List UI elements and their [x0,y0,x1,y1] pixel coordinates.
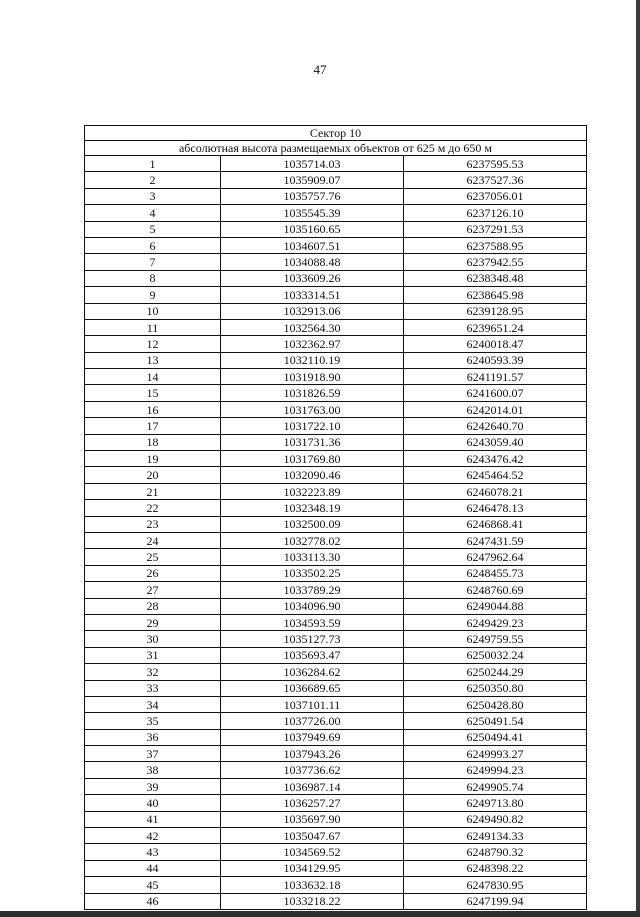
x-coordinate-cell: 1034096.90 [221,598,404,614]
x-coordinate-cell: 1036987.14 [221,778,404,794]
point-number-cell: 32 [85,664,221,680]
point-number-cell: 43 [85,844,221,860]
x-coordinate-cell: 1036257.27 [221,795,404,811]
y-coordinate-cell: 6241191.57 [404,369,587,385]
y-coordinate-cell: 6239651.24 [404,319,587,335]
x-coordinate-cell: 1037943.26 [221,746,404,762]
x-coordinate-cell: 1035127.73 [221,631,404,647]
table-row [85,205,587,221]
table-row [85,369,587,385]
point-number-cell: 8 [85,270,221,286]
y-coordinate-cell: 6238348.48 [404,270,587,286]
point-number-cell: 9 [85,287,221,303]
x-coordinate-cell: 1036689.65 [221,680,404,696]
point-number-cell: 3 [85,188,221,204]
y-coordinate-cell: 6247431.59 [404,532,587,548]
y-coordinate-cell: 6239128.95 [404,303,587,319]
y-coordinate-cell: 6247962.64 [404,549,587,565]
y-coordinate-cell: 6249713.80 [404,795,587,811]
x-coordinate-cell: 1032500.09 [221,516,404,532]
sector-title: Сектор 10 [85,126,587,141]
y-coordinate-cell: 6249044.88 [404,598,587,614]
table-row [85,614,587,630]
point-number-cell: 46 [85,893,221,909]
table-row [85,287,587,303]
point-number-cell: 1 [85,156,221,172]
y-coordinate-cell: 6240593.39 [404,352,587,368]
y-coordinate-cell: 6243059.40 [404,434,587,450]
y-coordinate-cell: 6250428.80 [404,696,587,712]
x-coordinate-cell: 1033609.26 [221,270,404,286]
point-number-cell: 37 [85,746,221,762]
x-coordinate-cell: 1034593.59 [221,614,404,630]
point-number-cell: 34 [85,696,221,712]
y-coordinate-cell: 6249490.82 [404,811,587,827]
y-coordinate-cell: 6248760.69 [404,582,587,598]
table-row [85,237,587,253]
x-coordinate-cell: 1033113.30 [221,549,404,565]
point-number-cell: 38 [85,762,221,778]
scan-edge-bottom [0,911,640,917]
scan-edge-right [636,0,640,917]
y-coordinate-cell: 6248398.22 [404,860,587,876]
x-coordinate-cell: 1032223.89 [221,483,404,499]
table-header-subtitle [85,141,587,156]
table-row [85,549,587,565]
point-number-cell: 31 [85,647,221,663]
point-number-cell: 14 [85,369,221,385]
x-coordinate-cell: 1032090.46 [221,467,404,483]
y-coordinate-cell: 6248455.73 [404,565,587,581]
y-coordinate-cell: 6242014.01 [404,401,587,417]
point-number-cell: 13 [85,352,221,368]
y-coordinate-cell: 6237588.95 [404,237,587,253]
table-row [85,254,587,270]
table-row [85,795,587,811]
point-number-cell: 23 [85,516,221,532]
y-coordinate-cell: 6237056.01 [404,188,587,204]
table-row [85,352,587,368]
x-coordinate-cell: 1032110.19 [221,352,404,368]
x-coordinate-cell: 1035697.90 [221,811,404,827]
x-coordinate-cell: 1037949.69 [221,729,404,745]
point-number-cell: 19 [85,451,221,467]
y-coordinate-cell: 6245464.52 [404,467,587,483]
y-coordinate-cell: 6250491.54 [404,713,587,729]
table-row [85,893,587,909]
point-number-cell: 33 [85,680,221,696]
x-coordinate-cell: 1033218.22 [221,893,404,909]
point-number-cell: 42 [85,828,221,844]
table-row [85,828,587,844]
x-coordinate-cell: 1031826.59 [221,385,404,401]
y-coordinate-cell: 6242640.70 [404,418,587,434]
point-number-cell: 30 [85,631,221,647]
y-coordinate-cell: 6246478.13 [404,500,587,516]
table-row [85,172,587,188]
x-coordinate-cell: 1035714.03 [221,156,404,172]
x-coordinate-cell: 1037726.00 [221,713,404,729]
point-number-cell: 5 [85,221,221,237]
coordinates-table [84,125,587,910]
x-coordinate-cell: 1031731.36 [221,434,404,450]
x-coordinate-cell: 1032362.97 [221,336,404,352]
point-number-cell: 24 [85,532,221,548]
x-coordinate-cell: 1034607.51 [221,237,404,253]
y-coordinate-cell: 6246078.21 [404,483,587,499]
table-row [85,778,587,794]
point-number-cell: 18 [85,434,221,450]
y-coordinate-cell: 6249134.33 [404,828,587,844]
table-row [85,434,587,450]
y-coordinate-cell: 6247199.94 [404,893,587,909]
table-row [85,696,587,712]
y-coordinate-cell: 6240018.47 [404,336,587,352]
point-number-cell: 11 [85,319,221,335]
table-row [85,762,587,778]
y-coordinate-cell: 6241600.07 [404,385,587,401]
point-number-cell: 40 [85,795,221,811]
x-coordinate-cell: 1033632.18 [221,877,404,893]
x-coordinate-cell: 1035047.67 [221,828,404,844]
y-coordinate-cell: 6247830.95 [404,877,587,893]
x-coordinate-cell: 1037736.62 [221,762,404,778]
x-coordinate-cell: 1034569.52 [221,844,404,860]
point-number-cell: 22 [85,500,221,516]
table-row [85,631,587,647]
point-number-cell: 17 [85,418,221,434]
point-number-cell: 26 [85,565,221,581]
y-coordinate-cell: 6249994.23 [404,762,587,778]
y-coordinate-cell: 6237942.55 [404,254,587,270]
y-coordinate-cell: 6249993.27 [404,746,587,762]
y-coordinate-cell: 6237595.53 [404,156,587,172]
x-coordinate-cell: 1031918.90 [221,369,404,385]
table-row [85,598,587,614]
x-coordinate-cell: 1031763.00 [221,401,404,417]
table-row [85,532,587,548]
x-coordinate-cell: 1031722.10 [221,418,404,434]
point-number-cell: 39 [85,778,221,794]
y-coordinate-cell: 6250494.41 [404,729,587,745]
table-row [85,483,587,499]
table-row [85,565,587,581]
table-row [85,664,587,680]
point-number-cell: 10 [85,303,221,319]
x-coordinate-cell: 1035909.07 [221,172,404,188]
x-coordinate-cell: 1032913.06 [221,303,404,319]
table-row [85,680,587,696]
x-coordinate-cell: 1033314.51 [221,287,404,303]
table-body [85,156,587,910]
table-row [85,844,587,860]
point-number-cell: 44 [85,860,221,876]
table-row [85,221,587,237]
table-header-sector [85,126,587,141]
y-coordinate-cell: 6250032.24 [404,647,587,663]
table-row [85,336,587,352]
x-coordinate-cell: 1032564.30 [221,319,404,335]
y-coordinate-cell: 6237126.10 [404,205,587,221]
table-row [85,713,587,729]
table-row [85,156,587,172]
point-number-cell: 36 [85,729,221,745]
y-coordinate-cell: 6237291.53 [404,221,587,237]
x-coordinate-cell: 1032778.02 [221,532,404,548]
page-number: 47 [313,62,327,77]
y-coordinate-cell: 6250244.29 [404,664,587,680]
y-coordinate-cell: 6248790.32 [404,844,587,860]
y-coordinate-cell: 6249905.74 [404,778,587,794]
x-coordinate-cell: 1034129.95 [221,860,404,876]
x-coordinate-cell: 1032348.19 [221,500,404,516]
y-coordinate-cell: 6238645.98 [404,287,587,303]
point-number-cell: 4 [85,205,221,221]
x-coordinate-cell: 1035757.76 [221,188,404,204]
point-number-cell: 27 [85,582,221,598]
table-row [85,811,587,827]
table-row [85,188,587,204]
table-row [85,746,587,762]
y-coordinate-cell: 6249759.55 [404,631,587,647]
table-row [85,401,587,417]
x-coordinate-cell: 1031769.80 [221,451,404,467]
point-number-cell: 21 [85,483,221,499]
table-row [85,647,587,663]
table-row [85,385,587,401]
x-coordinate-cell: 1037101.11 [221,696,404,712]
table-row [85,516,587,532]
table-row [85,319,587,335]
point-number-cell: 7 [85,254,221,270]
y-coordinate-cell: 6243476.42 [404,451,587,467]
point-number-cell: 15 [85,385,221,401]
point-number-cell: 45 [85,877,221,893]
point-number-cell: 28 [85,598,221,614]
table-row [85,860,587,876]
x-coordinate-cell: 1034088.48 [221,254,404,270]
table-row [85,270,587,286]
x-coordinate-cell: 1036284.62 [221,664,404,680]
point-number-cell: 16 [85,401,221,417]
table-row [85,500,587,516]
sector-subtitle: абсолютная высота размещаемых объектов от 625 м до 650 м [85,141,587,156]
point-number-cell: 25 [85,549,221,565]
y-coordinate-cell: 6249429.23 [404,614,587,630]
y-coordinate-cell: 6237527.36 [404,172,587,188]
x-coordinate-cell: 1033789.29 [221,582,404,598]
table-row [85,582,587,598]
table-row [85,303,587,319]
x-coordinate-cell: 1035693.47 [221,647,404,663]
x-coordinate-cell: 1033502.25 [221,565,404,581]
point-number-cell: 29 [85,614,221,630]
table-row [85,877,587,893]
table-row [85,467,587,483]
table-row [85,418,587,434]
point-number-cell: 2 [85,172,221,188]
y-coordinate-cell: 6250350.80 [404,680,587,696]
point-number-cell: 41 [85,811,221,827]
y-coordinate-cell: 6246868.41 [404,516,587,532]
point-number-cell: 20 [85,467,221,483]
point-number-cell: 35 [85,713,221,729]
table-row [85,451,587,467]
x-coordinate-cell: 1035160.65 [221,221,404,237]
table-row [85,729,587,745]
point-number-cell: 6 [85,237,221,253]
point-number-cell: 12 [85,336,221,352]
x-coordinate-cell: 1035545.39 [221,205,404,221]
